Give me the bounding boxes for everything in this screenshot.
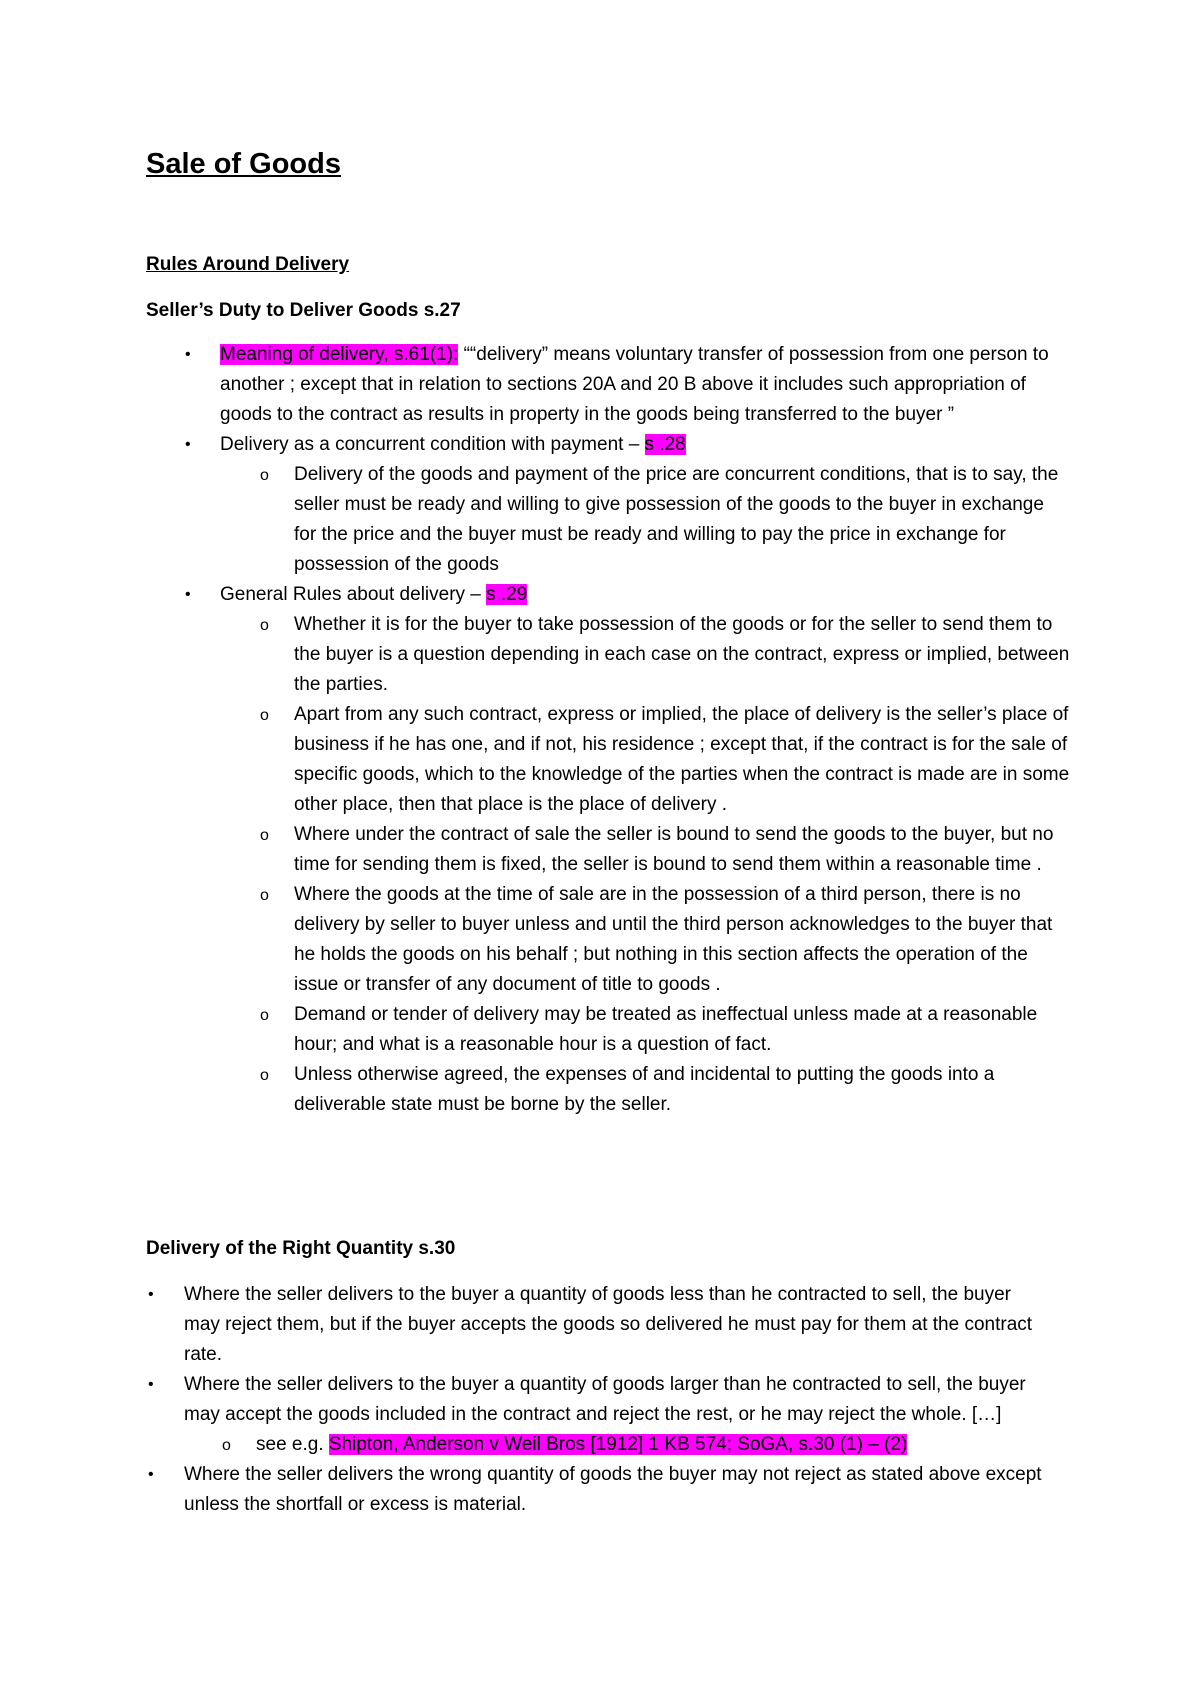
list-item xyxy=(0,1370,1050,1460)
bullet-icon: • xyxy=(185,586,191,603)
item-text: ““delivery” means voluntary transfer of possession from one person to another ; except that in relation to sections 20A and 20 B above it includes such appropriation of goods to the contract as results in property in the goods being transferred to the buyer ” xyxy=(220,344,1049,425)
sub-list-item xyxy=(260,610,1070,700)
sub-bullet-icon: o xyxy=(260,617,269,634)
sellers-duty-list xyxy=(0,340,1200,1120)
item-text: Delivery as a concurrent condition with payment – xyxy=(220,434,645,455)
item-text: Where the seller delivers the wrong quantity of goods the buyer may not reject as stated above except unless the shortfall or excess is material. xyxy=(184,1464,1042,1515)
right-quantity-list xyxy=(0,1280,1200,1520)
list-item xyxy=(0,1280,1050,1370)
sub-list-item xyxy=(260,880,1070,1000)
list-item xyxy=(0,580,1070,1120)
sub-item-text: Demand or tender of delivery may be treated as ineffectual unless made at a reasonable hour; and what is a reasonable hour is a question of fact. xyxy=(294,1004,1038,1055)
sub-bullet-icon: o xyxy=(260,467,269,484)
highlighted-reference: s .28 xyxy=(644,434,686,455)
item-text: Where the seller delivers to the buyer a quantity of goods larger than he contracted to sell, the buyer may accept the goods included in the contract and reject the rest, or he may reject the whole. […] xyxy=(184,1374,1026,1425)
sub-list-item xyxy=(260,1060,1070,1120)
sub-list-item xyxy=(260,700,1070,820)
sub-item-text: Apart from any such contract, express or implied, the place of delivery is the seller’s place of business if he has one, and if not, his residence ; except that, if the contract is for the sale of specific goods, which to the knowledge of the parties when the contract is made are in some other place, then that place is the place of delivery . xyxy=(294,704,1070,815)
sub-bullet-icon: o xyxy=(260,707,269,724)
sub-bullet-icon: o xyxy=(260,1067,269,1084)
item-text: Where the seller delivers to the buyer a quantity of goods less than he contracted to sell, the buyer may reject them, but if the buyer accepts the goods so delivered he must pay for them at the contract rate. xyxy=(184,1284,1033,1365)
sub-bullet-icon: o xyxy=(222,1437,231,1454)
bullet-icon: • xyxy=(185,346,191,363)
list-item xyxy=(0,1460,1050,1520)
sub-list xyxy=(220,610,1070,1120)
sub-item-text: Where under the contract of sale the seller is bound to send the goods to the buyer, but no time for sending them is fixed, the seller is bound to send them within a reasonable time . xyxy=(294,824,1054,875)
list-item xyxy=(0,430,1070,580)
bullet-icon: • xyxy=(148,1376,154,1393)
section-heading-sellers-duty: Seller’s Duty to Deliver Goods s.27 xyxy=(146,300,461,321)
bullet-icon: • xyxy=(148,1466,154,1483)
sub-item-text: Delivery of the goods and payment of the price are concurrent conditions, that is to say, the seller must be ready and willing to give possession of the goods to the buyer in exchange for the price and the buyer must be ready and willing to pay the price in exchange for possession of the goods xyxy=(294,464,1059,575)
item-text: General Rules about delivery – xyxy=(220,584,487,605)
sub-list xyxy=(220,460,1070,580)
list-item xyxy=(0,340,1070,430)
sub-list-item xyxy=(260,1000,1070,1060)
sub-list xyxy=(184,1430,1050,1460)
sub-list-item xyxy=(260,820,1070,880)
section-heading-right-quantity: Delivery of the Right Quantity s.30 xyxy=(146,1238,456,1259)
sub-item-text: Unless otherwise agreed, the expenses of and incidental to putting the goods into a deliverable state must be borne by the seller. xyxy=(294,1064,995,1115)
sub-bullet-icon: o xyxy=(260,887,269,904)
sub-item-text: Where the goods at the time of sale are in the possession of a third person, there is no delivery by seller to buyer unless and until the third person acknowledges to the buyer that he holds the goods on his behalf ; but nothing in this section affects the operation of the issue or transfer of any document of title to goods . xyxy=(294,884,1053,995)
sub-item-text: see e.g. xyxy=(256,1434,329,1455)
bullet-icon: • xyxy=(148,1286,154,1303)
sub-bullet-icon: o xyxy=(260,827,269,844)
sub-item-text: Whether it is for the buyer to take possession of the goods or for the seller to send them to the buyer is a question depending in each case on the contract, express or implied, between the parties. xyxy=(294,614,1070,695)
highlighted-reference: s .29 xyxy=(486,584,528,605)
sub-list-item xyxy=(222,1430,1032,1460)
sub-list-item xyxy=(260,460,1070,580)
document-title: Sale of Goods xyxy=(146,148,341,180)
bullet-icon: • xyxy=(185,436,191,453)
sub-bullet-icon: o xyxy=(260,1007,269,1024)
subheading: Rules Around Delivery xyxy=(146,254,350,275)
highlighted-case-citation: Shipton, Anderson v Weil Bros [1912] 1 KB 574; SoGA, s.30 (1) – (2) xyxy=(328,1434,908,1455)
highlighted-reference: Meaning of delivery, s.61(1): xyxy=(220,344,459,365)
